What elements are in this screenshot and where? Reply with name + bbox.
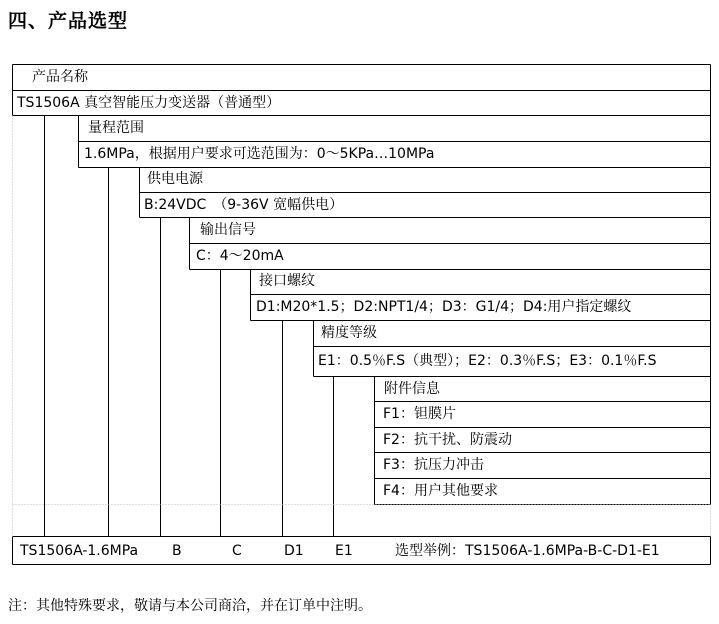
accuracy-value: E1：0.5％F.S（典型）；E2：0.3％F.S；E3：0.1％F.S: [318, 353, 657, 369]
example-selection: 选型举例：TS1506A-1.6MPa-B-C-D1-E1: [395, 543, 660, 559]
example-thread-code: D1: [284, 543, 304, 559]
product-name-label: 产品名称: [32, 69, 88, 85]
thread-value: D1:M20*1.5；D2:NPT1/4；D3：G1/4；D4:用户指定螺纹: [256, 299, 632, 315]
example-output-code: C: [232, 543, 242, 559]
product-name-value: TS1506A 真空智能压力变送器（普通型）: [17, 95, 281, 111]
power-value: B:24VDC （9-36V 宽幅供电）: [144, 197, 344, 213]
range-value: 1.6MPa，根据用户要求可选范围为：0～5KPa…10MPa: [84, 146, 435, 162]
range-label: 量程范围: [88, 120, 144, 136]
accessory-item: F1：钽膜片: [383, 406, 456, 422]
output-label: 输出信号: [200, 222, 256, 238]
accessory-label: 附件信息: [384, 381, 440, 397]
accessory-item: F3：抗压力冲击: [383, 457, 484, 473]
example-accuracy-code: E1: [335, 543, 353, 559]
accessory-item: F2：抗干扰、防震动: [383, 432, 512, 448]
thread-label: 接口螺纹: [259, 273, 315, 289]
output-value: C：4～20mA: [196, 248, 284, 264]
accuracy-label: 精度等级: [321, 325, 377, 341]
power-label: 供电电源: [147, 171, 203, 187]
accessory-item: F4：用户其他要求: [383, 483, 498, 499]
section-title: 四、产品选型: [8, 10, 129, 32]
example-model-code: TS1506A-1.6MPa: [20, 543, 139, 559]
footnote: 注：其他特殊要求，敬请与本公司商洽，并在订单中注明。: [8, 598, 372, 614]
example-power-code: B: [172, 543, 182, 559]
